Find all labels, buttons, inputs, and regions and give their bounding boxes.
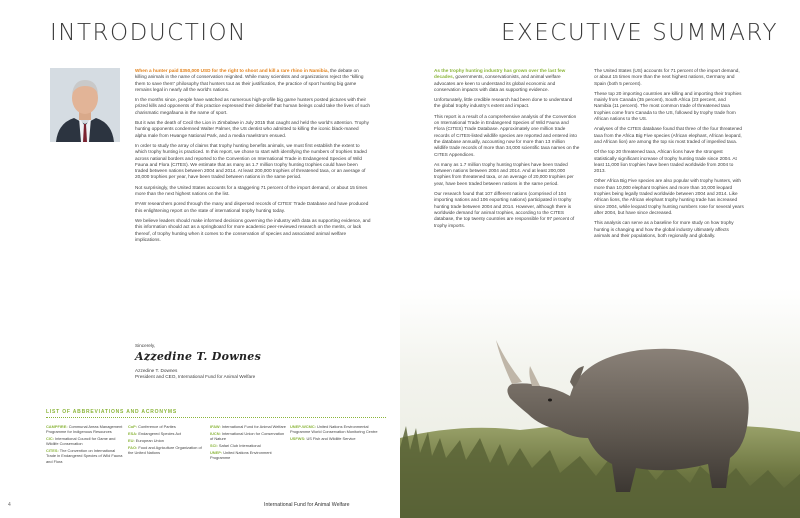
abbreviation-item: CAMPFIRE: Communal Areas Management Programme for Indigenous Resources — [46, 424, 123, 435]
abbreviations-heading: LIST OF ABBREVIATIONS AND ACRONYMS — [46, 409, 177, 415]
abbreviation-item: CoP: Conference of Parties — [128, 424, 176, 429]
abbreviation-item: IFAW: International Fund for Animal Welfare — [210, 424, 286, 429]
summary-lead-paragraph — [434, 68, 580, 93]
abbreviation-item: CITES: The Convention on International Trade in Endangered Species of Wild Fauna and Flora — [46, 448, 123, 464]
summary-paragraph: Our research found that 107 different nations (comprised of 104 importing nations and 106 exporting nations) participated in trophy hunting trade between 2004 and 2014. However, although there is worldwide demand for animal trophies, according to the CITES database, the top twenty countries are responsible for 97 percent of trophy imports. — [434, 191, 575, 228]
signature-block — [135, 343, 371, 380]
intro-highlight: When a hunter paid $350,000 USD for the right to shoot and kill a rare rhino in Namibia, — [135, 68, 329, 73]
abbreviations-column-2 — [128, 424, 206, 457]
signer-title: President and CEO, International Fund for Animal Welfare — [135, 373, 256, 379]
abbreviation-item: USFWS: US Fish and Wildlife Service — [290, 436, 356, 442]
footer-organization: International Fund for Animal Welfare — [264, 502, 350, 508]
intro-paragraph: IFAW researchers pored through the many and dispersed records of CITES’ Trade Database and have produced this enlightening report on the state of international trophy hunting today. — [135, 201, 369, 213]
intro-lead-rest: the debate on killing animals in the name of conservation reignited. While many scientists and organizations reject the “killing them to save them” philosophy that hunters tout as their justification, the practice of sport hunting big game remains legal in nearly all the world’s nations. — [135, 68, 364, 92]
abbreviation-item: SCI: Safari Club International — [210, 443, 261, 449]
summary-paragraph: Unfortunately, little credible research had been done to understand the global trophy industry’s extent and impact. — [434, 97, 573, 109]
page-number: 4 — [8, 502, 11, 508]
abbreviation-item: IUCN: International Union for Conservation of Nature — [210, 431, 285, 442]
intro-paragraph: We believe leaders should make informed decisions governing the industry with data as supporting evidence, and this information should act as a springboard for more academic peer-reviewed research on the merits, or lack thereof, of trophy hunting when it comes to the conservation of species and associated animal welfare implications. — [135, 217, 371, 242]
author-portrait-illustration — [50, 68, 120, 142]
abbreviation-item: FAO: Food and Agriculture Organization of the United Nations — [128, 445, 202, 456]
intro-paragraph: Not surprisingly, the United States accounts for a staggering 71 percent of the import demand, or about 15 times more than the next highest nations on the list. — [135, 184, 368, 197]
page-title-introduction: INTRODUCTION — [50, 20, 247, 46]
intro-paragraph: In the months since, people have watched as numerous high-profile big game hunters posted pictures with their prized kills and opponents of this practice expressed their disbelief that human beings could take the lives of such charismatic megafauna in the name of sport. — [135, 97, 371, 115]
abbreviations-divider — [46, 417, 386, 418]
intro-paragraph: In order to study the array of claims that trophy hunting benefits animals, we must first establish the extent to which trophy hunting is practiced. In this report, we chose to start with identifying the numbers of trophies traded across national borders and reported to the Convention on International Trade in Endangered Species of Wild Fauna and Flora (CITES). We estimate that as many as 1.7 million trophy hunting trophies could have been traded between nations between 2004 and 2014. At least 200,000 trophies of threatened taxa, or an average of 20,000 trophies per year, have been traded between nations in the same period. — [135, 142, 367, 180]
abbreviation-item: EU: European Union — [128, 438, 164, 444]
summary-paragraph: Analyses of the CITES database found that three of the four threatened taxa from the Africa Big Five species (African elephant, African leopard, and African lion) are among the top six most traded of imperiled taxa. — [594, 126, 743, 144]
summary-lead-rest: governments, conservationists, and animal welfare advocates are keen to understand its global economic and conservation impacts with data as supporting evidence. — [434, 74, 561, 92]
signer-name: Azzedine T. Downes — [135, 367, 178, 373]
right-page — [400, 0, 800, 518]
abbreviation-item: UNEP: United Nations Environment Programme — [210, 450, 272, 461]
summary-paragraph: This report is a result of a comprehensive analysis of the Convention on International Trade in Endangered Species of Wild Fauna and Flora (CITES) Trade Database. Approximately one million trade records of CITES-listed wildlife species are reported and entered into the database annually, accounting now for more than 13 million wildlife trade records of more than 34,000 scientific taxa names on the CITES Appendices. — [434, 113, 580, 157]
introduction-body — [135, 68, 371, 247]
summary-paragraph: Of the top 20 threatened taxa, African lions have the strongest statistically significant increase of trophy hunting trade since 2004. At least 11,000 lion trophies have been traded worldwide from 2004 to 2013. — [594, 149, 737, 174]
page-title-executive-summary: EXECUTIVE SUMMARY — [500, 20, 778, 46]
abbreviation-item: UNEP-WCMC: United Nations Environmental Programme World Conservation Monitoring Centre — [290, 424, 378, 435]
summary-paragraph: These top 20 importing countries are killing and importing their trophies mainly from Canada (35 percent), South Africa (23 percent, and Namibia (11 percent). The most common trade of threatened taxa trophies come from Canada to the US, followed by trophy trade from African nations to the US. — [594, 90, 742, 122]
summary-paragraph: The United States (US) accounts for 71 percent of the import demand, or about 15 times more than the next highest nations, Germany and Spain (both 5 percent). — [594, 68, 740, 86]
abbreviations-column-3 — [210, 424, 288, 463]
sincerely-text: Sincerely, — [135, 343, 156, 348]
summary-paragraph: This analysis can serve as a baseline for more study on how trophy hunting is changing and how the global industry ultimately affects animals and their populations, both regionally and globally. — [594, 220, 734, 238]
abbreviation-item: ESA: Endangered Species Act — [128, 431, 181, 437]
intro-lead-paragraph — [135, 68, 371, 93]
abbreviations-column-4 — [290, 424, 382, 443]
abbreviation-item: CIC: International Council for Game and Wildlife Conservation — [46, 436, 116, 447]
summary-column-1 — [434, 68, 580, 233]
summary-column-2 — [594, 68, 744, 243]
intro-paragraph: But it was the death of Cecil the Lion in Zimbabwe in July 2015 that caught and held the world’s attention. Trophy hunting opponents condemned Walter Palmer, the US dentist who admitted to killing the iconic black-maned alpha male from Hwange National Park, and a media maelstrom ensued. — [135, 120, 369, 138]
summary-highlight: As the trophy hunting industry has grown over the last few decades, — [434, 68, 566, 80]
author-portrait — [50, 68, 120, 142]
signature: Azzedine T. Downes — [135, 350, 262, 364]
rhino-photo — [400, 288, 800, 518]
summary-paragraph: Other Africa Big Five species are also popular with trophy hunters, with more than 10,000 elephant trophies and more than 10,000 leopard trophies being legally traded worldwide between 2004 and 2014. Like African lions, the African elephant trophy hunting trade has increased since 2004, while leopard trophy hunting numbers rose for several years after 2004, but have since decreased. — [594, 178, 744, 215]
abbreviations-column-1 — [46, 424, 124, 466]
summary-paragraph: As many as 1.7 million trophy hunting trophies have been traded between nations between 2004 and 2014. And at least 200,000 trophies from threatened taxa, or an average of 20,000 trophies per year, have been traded between nations in the same period. — [434, 161, 574, 186]
